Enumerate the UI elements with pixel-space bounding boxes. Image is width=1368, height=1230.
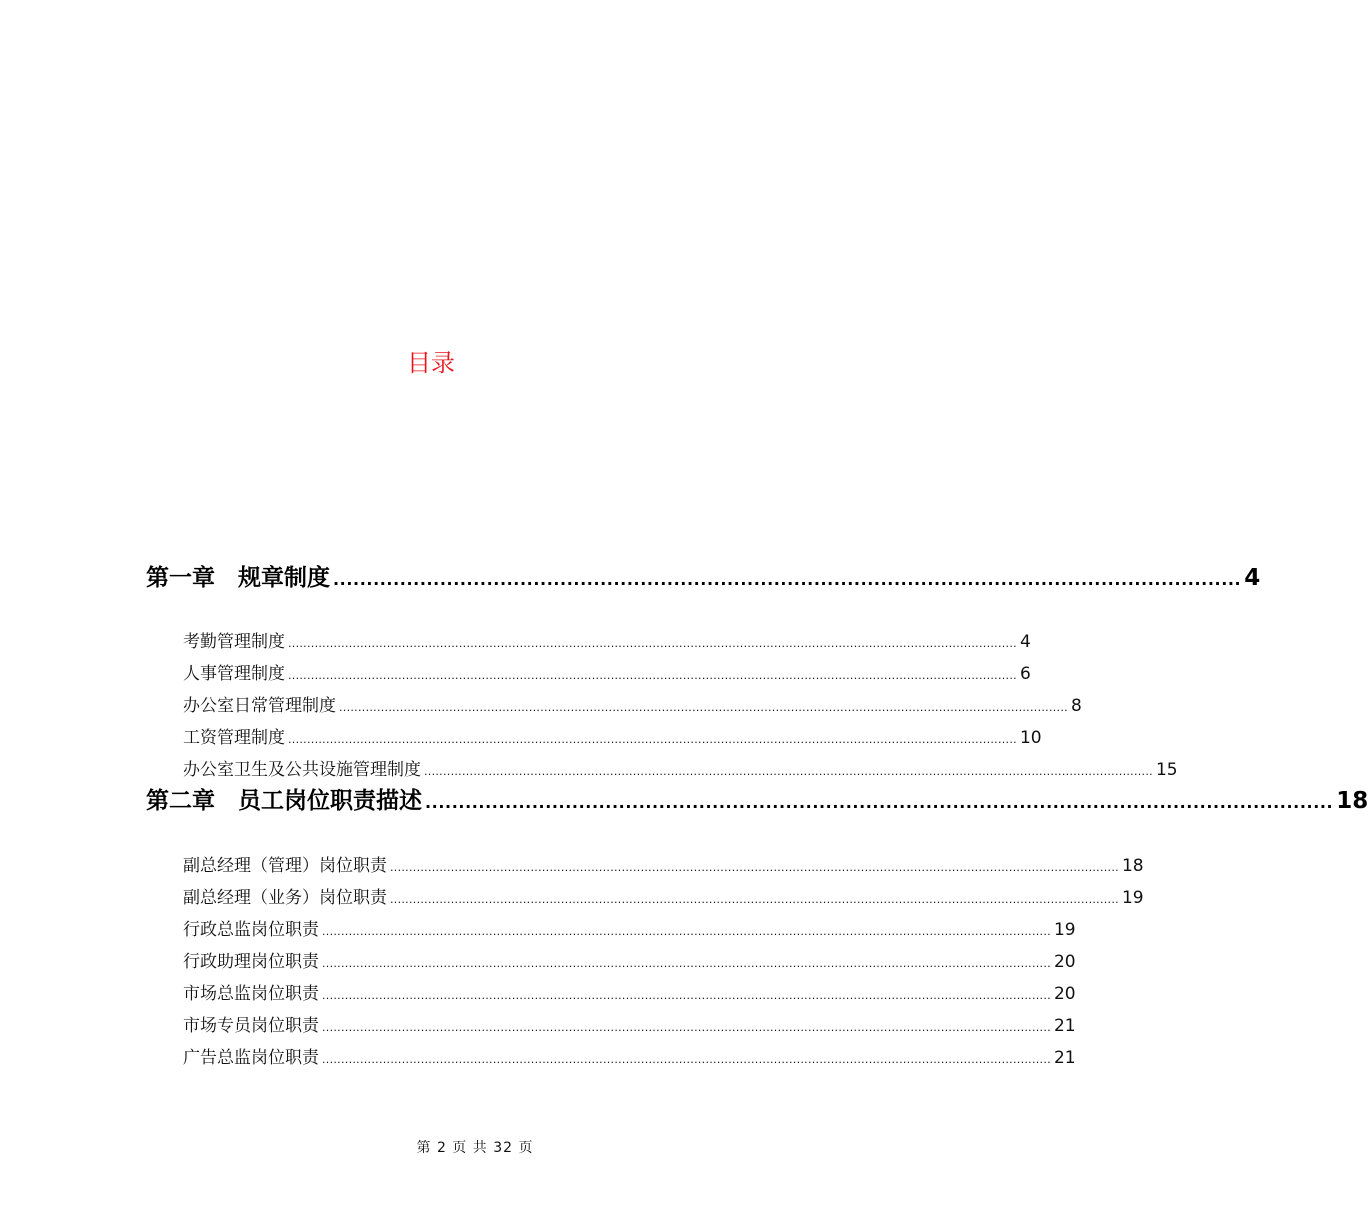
chapter-label: 第一章 规章制度 xyxy=(146,565,330,591)
entry-page-number: 18 xyxy=(1121,856,1144,876)
toc-entry[interactable] xyxy=(183,853,1144,879)
dot-leader: ................................................................................................................................................................................................ xyxy=(322,1053,1051,1066)
dot-leader: ................................................................................................................................................................................................ xyxy=(339,701,1068,714)
dot-leader: ................................................................................................................................................................................................ xyxy=(322,925,1051,938)
toc-entry[interactable] xyxy=(183,757,1178,783)
toc-entry[interactable] xyxy=(183,1045,1076,1071)
entry-page-number: 21 xyxy=(1053,1048,1076,1068)
dot-leader: ................................................................................................................................................................................................ xyxy=(322,989,1051,1002)
dot-leader: ................................................................................................................................................................................................ xyxy=(322,1021,1051,1034)
dot-leader: ................................................................................................................................................................................................ xyxy=(390,893,1119,906)
toc-entry[interactable] xyxy=(183,725,1042,751)
entry-label: 副总经理（管理）岗位职责 xyxy=(183,856,387,876)
toc-chapter-1[interactable] xyxy=(146,562,1261,594)
entry-label: 人事管理制度 xyxy=(183,664,285,684)
entry-label: 行政助理岗位职责 xyxy=(183,952,319,972)
toc-entry[interactable] xyxy=(183,917,1076,943)
entry-page-number: 19 xyxy=(1053,920,1076,940)
toc-entry[interactable] xyxy=(183,981,1076,1007)
entry-label: 办公室日常管理制度 xyxy=(183,696,336,716)
dot-leader: ................................................................................................................................................................................................ xyxy=(390,861,1119,874)
toc-entry[interactable] xyxy=(183,1013,1076,1039)
chapter-page-number: 4 xyxy=(1244,565,1261,591)
entry-page-number: 8 xyxy=(1070,696,1082,716)
dot-leader: ................................................................................................................................................................................................ xyxy=(424,765,1153,778)
entry-page-number: 10 xyxy=(1019,728,1042,748)
entry-label: 广告总监岗位职责 xyxy=(183,1048,319,1068)
entry-page-number: 20 xyxy=(1053,984,1076,1004)
page-footer: 第 2 页 共 32 页 xyxy=(416,1140,534,1156)
entry-label: 办公室卫生及公共设施管理制度 xyxy=(183,760,421,780)
dot-leader: ........................................................................................................................................ xyxy=(333,570,1242,589)
entry-page-number: 19 xyxy=(1121,888,1144,908)
toc-entry[interactable] xyxy=(183,661,1031,687)
entry-label: 工资管理制度 xyxy=(183,728,285,748)
toc-entry[interactable] xyxy=(183,693,1082,719)
chapter-page-number: 18 xyxy=(1336,788,1368,814)
chapter-label: 第二章 员工岗位职责描述 xyxy=(146,788,422,814)
entry-page-number: 21 xyxy=(1053,1016,1076,1036)
entry-label: 副总经理（业务）岗位职责 xyxy=(183,888,387,908)
toc-entry[interactable] xyxy=(183,885,1144,911)
entry-label: 考勤管理制度 xyxy=(183,632,285,652)
entry-label: 市场总监岗位职责 xyxy=(183,984,319,1004)
toc-title: 目录 xyxy=(407,349,455,377)
toc-entry[interactable] xyxy=(183,949,1076,975)
dot-leader: ................................................................................................................................................................................................ xyxy=(288,637,1017,650)
entry-label: 市场专员岗位职责 xyxy=(183,1016,319,1036)
toc-entry[interactable] xyxy=(183,629,1031,655)
entry-page-number: 4 xyxy=(1019,632,1031,652)
dot-leader: ................................................................................................................................................................................................ xyxy=(322,957,1051,970)
entry-label: 行政总监岗位职责 xyxy=(183,920,319,940)
dot-leader: ................................................................................................................................................................................................ xyxy=(288,733,1017,746)
entry-page-number: 20 xyxy=(1053,952,1076,972)
toc-chapter-2[interactable] xyxy=(146,785,1368,817)
entry-page-number: 15 xyxy=(1155,760,1178,780)
entry-page-number: 6 xyxy=(1019,664,1031,684)
dot-leader: ........................................................................................................................................ xyxy=(425,793,1334,812)
dot-leader: ................................................................................................................................................................................................ xyxy=(288,669,1017,682)
